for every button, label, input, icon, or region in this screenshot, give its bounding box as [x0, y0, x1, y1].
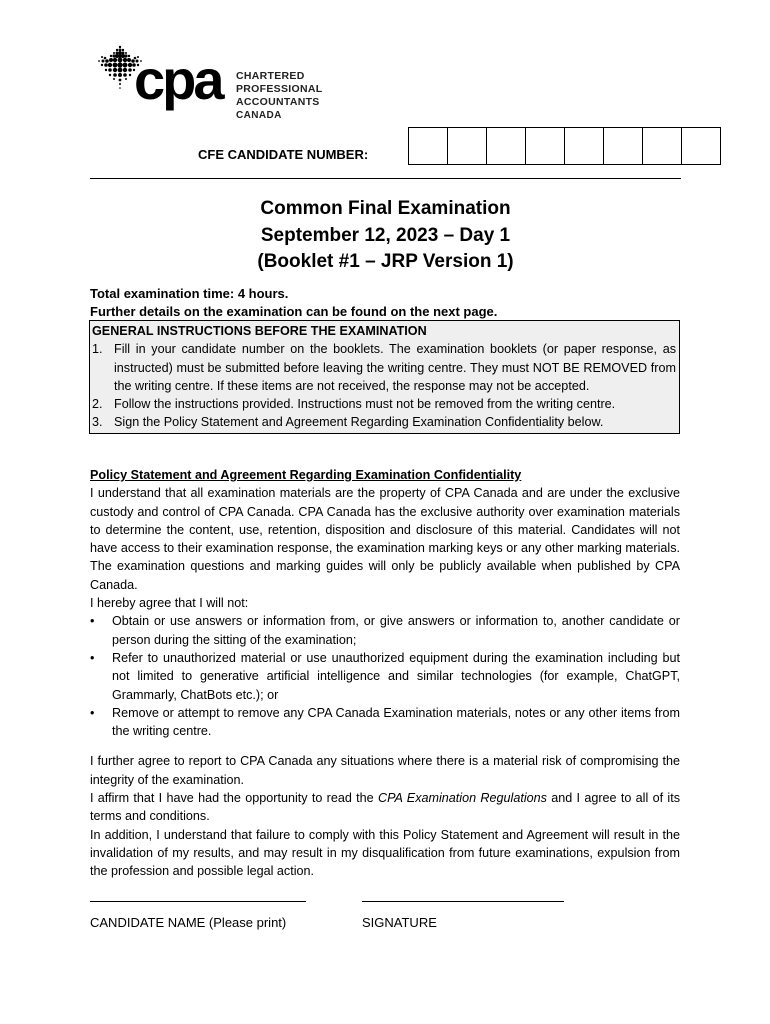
- exam-booklet-line: (Booklet #1 – JRP Version 1): [257, 251, 514, 272]
- exam-date-line: September 12, 2023 – Day 1: [260, 224, 511, 246]
- report-paragraph: I further agree to report to CPA Canada any situations where there is a material risk of compromising the integrity of the examination.: [90, 754, 680, 787]
- bullet-text: Refer to unauthorized material or use unauthorized equipment during the examination including but not limited to generative artificial intelligence and similar technologies (for example, ChatGPT, Grammarly, ChatBots etc.); or: [112, 650, 680, 702]
- candidate-digit-box[interactable]: [487, 128, 526, 164]
- agree-lead: I hereby agree that I will not:: [90, 596, 249, 611]
- candidate-number-label: CFE CANDIDATE NUMBER:: [198, 147, 369, 162]
- bullet-icon: •: [90, 650, 95, 665]
- signature-label: SIGNATURE: [362, 915, 437, 930]
- further-details: Further details on the examination can be found on the next page.: [90, 304, 498, 319]
- candidate-digit-box[interactable]: [409, 128, 448, 164]
- instruction-text: Follow the instructions provided. Instructions must not be removed from the writing centre.: [114, 397, 616, 412]
- candidate-digit-box[interactable]: [682, 128, 720, 164]
- candidate-digit-box[interactable]: [604, 128, 643, 164]
- instruction-item: [92, 340, 676, 395]
- candidate-digit-box[interactable]: [448, 128, 487, 164]
- affirm-text: I affirm that I have had the opportunity to read the: [90, 791, 378, 806]
- bullet-icon: •: [90, 614, 95, 629]
- bullet-text: Remove or attempt to remove any CPA Canada Examination materials, notes or any other items from the writing centre.: [112, 705, 680, 739]
- signature-line[interactable]: [362, 901, 564, 902]
- logo-word: CHARTERED: [236, 70, 305, 82]
- instruction-item: [92, 395, 676, 413]
- candidate-name-line[interactable]: [90, 901, 306, 902]
- instruction-item: [92, 413, 676, 431]
- candidate-digit-box[interactable]: [526, 128, 565, 164]
- candidate-digit-box[interactable]: [565, 128, 604, 164]
- exam-time-info: [90, 285, 497, 321]
- addition-paragraph: In addition, I understand that failure to comply with this Policy Statement and Agreement will result in the invalidation of my results, and may result in my disqualification from future examinations, expulsion from the profession and possible legal action.: [90, 827, 680, 879]
- cpa-logo: [96, 44, 336, 124]
- regulations-reference: CPA Examination Regulations: [378, 791, 547, 806]
- instruction-text: Sign the Policy Statement and Agreement Regarding Examination Confidentiality below.: [114, 415, 604, 430]
- logo-brand-text: cpa: [134, 48, 222, 111]
- policy-heading: Policy Statement and Agreement Regarding Examination Confidentiality: [90, 468, 522, 482]
- logo-word: PROFESSIONAL: [236, 83, 323, 95]
- header-divider: [90, 178, 681, 179]
- general-instructions-box: [89, 320, 680, 434]
- total-time: Total examination time: 4 hours.: [90, 286, 289, 301]
- exam-title-line: Common Final Examination: [260, 198, 511, 219]
- logo-word: ACCOUNTANTS: [236, 96, 320, 108]
- instruction-number: 1.: [92, 342, 103, 357]
- policy-statement: [90, 466, 680, 881]
- policy-intro: I understand that all examination materials are the property of CPA Canada and are under the exclusive custody and control of CPA Canada. CPA Canada has the exclusive authority over examination materials to determine the content, use, retention, disposition and disclosure of this material. Candidates will not have access to their examination response, the examination marking keys or any other marking materials. The examination questions and marking guides will only be publicly available when published by CPA Canada.: [90, 486, 680, 592]
- instruction-text: Fill in your candidate number on the booklets. The examination booklets (or paper response, as instructed) must be submitted before leaving the writing centre. They must NOT BE REMOVED from the writing centre. If these items are not received, the response may not be accepted.: [114, 342, 676, 393]
- bullet-icon: •: [90, 705, 95, 720]
- list-item: [90, 649, 680, 704]
- logo-country: CANADA: [236, 110, 282, 121]
- exam-title: [90, 196, 681, 276]
- list-item: [90, 612, 680, 649]
- logo-words: [236, 70, 322, 109]
- candidate-number-boxes: [408, 127, 721, 165]
- candidate-name-label: CANDIDATE NAME (Please print): [90, 915, 287, 930]
- list-item: [90, 704, 680, 741]
- bullet-text: Obtain or use answers or information from, or give answers or information to, another candidate or person during the sitting of the examination;: [112, 614, 680, 647]
- affirm-paragraph: [90, 789, 680, 826]
- instructions-heading: GENERAL INSTRUCTIONS BEFORE THE EXAMINATION: [92, 324, 427, 338]
- instruction-number: 3.: [92, 415, 103, 430]
- candidate-digit-box[interactable]: [643, 128, 682, 164]
- affirm-text-end: and I agree to all of its terms and conditions.: [90, 791, 680, 824]
- instruction-number: 2.: [92, 397, 103, 412]
